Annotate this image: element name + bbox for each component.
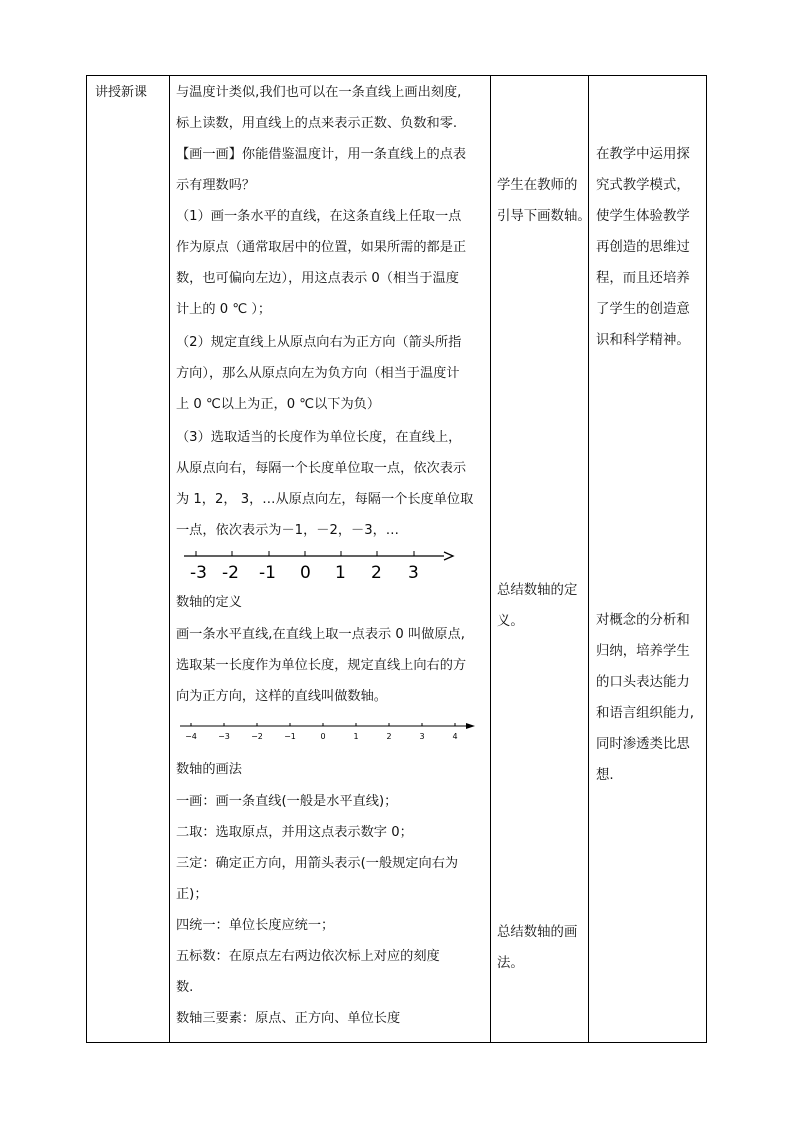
axis-label: 1 xyxy=(335,563,346,583)
lesson-table xyxy=(86,75,707,1043)
method-line: 数. xyxy=(176,980,194,995)
axis-label: 4 xyxy=(452,732,458,741)
axis-label: −1 xyxy=(284,732,296,741)
number-line-diagram xyxy=(178,546,458,584)
axis-arrow-icon xyxy=(444,552,453,560)
content-line: （3）选取适当的长度作为单位长度，在直线上， xyxy=(176,430,462,445)
axis-label: -2 xyxy=(222,563,239,583)
student-activity-line: 总结数轴的定 xyxy=(497,583,578,598)
teaching-content-cell xyxy=(170,76,490,1042)
content-line: 从原点向右，每隔一个长度单位取一点，依次表示 xyxy=(176,461,467,476)
design-intent-cell xyxy=(589,76,707,1042)
content-line: 一点，依次表示为－1，－2，－3，… xyxy=(176,523,399,538)
axis-label: 0 xyxy=(300,563,311,583)
method-line: 一画：画一条直线(一般是水平直线)； xyxy=(176,794,398,809)
design-intent-line: 了学生的创造意 xyxy=(596,302,690,317)
student-activity-line: 学生在教师的 xyxy=(497,178,578,193)
axis-label: −3 xyxy=(218,732,230,741)
design-intent-line: 和语言组织能力, xyxy=(596,706,694,721)
axis-label: -3 xyxy=(190,563,207,583)
content-line: （1）画一条水平的直线，在这条直线上任取一点 xyxy=(176,209,462,224)
axis-label: 3 xyxy=(408,563,419,583)
axis-label: 0 xyxy=(320,732,326,741)
design-intent-line: 识和科学精神。 xyxy=(596,333,690,348)
design-intent-line: 究式教学模式， xyxy=(596,178,690,193)
method-line: 数轴三要素：原点、正方向、单位长度 xyxy=(176,1011,401,1026)
design-intent-line: 再创造的思维过 xyxy=(596,240,690,255)
axis-arrow-icon xyxy=(466,723,475,729)
design-intent-line: 同时渗透类比思 xyxy=(596,737,690,752)
method-title: 数轴的画法 xyxy=(176,762,242,777)
method-line: 五标数：在原点左右两边依次标上对应的刻度 xyxy=(176,949,440,964)
axis-label: 2 xyxy=(371,563,382,583)
axis-label: −4 xyxy=(185,732,197,741)
axis-label: 2 xyxy=(386,732,392,741)
axis-label: 1 xyxy=(353,732,359,741)
design-intent-line: 的口头表达能力 xyxy=(596,675,690,690)
method-line: 二取：选取原点，并用这点表示数字 0； xyxy=(176,825,413,840)
content-line: 计上的 0 ℃ ）； xyxy=(176,302,272,317)
student-activity-line: 义。 xyxy=(497,614,524,629)
axis-label: 3 xyxy=(419,732,425,741)
axis-label: −2 xyxy=(251,732,263,741)
method-line: 正)； xyxy=(176,887,208,902)
design-intent-line: 对概念的分析和 xyxy=(596,613,690,628)
student-activity-cell xyxy=(491,76,591,1042)
student-activity-line: 总结数轴的画 xyxy=(497,925,578,940)
design-intent-line: 归纳，培养学生 xyxy=(596,644,690,659)
content-line: 为 1，2， 3，…从原点向左，每隔一个长度单位取 xyxy=(176,492,474,507)
content-line: 作为原点（通常取居中的位置，如果所需的都是正 xyxy=(176,240,467,255)
student-activity-line: 引导下画数轴。 xyxy=(497,209,591,224)
row-label: 讲授新课 xyxy=(95,85,148,100)
stage-cell xyxy=(87,76,169,1042)
definition-line: 向为正方向，这样的直线叫做数轴。 xyxy=(176,689,387,704)
content-line: 【画一画】你能借鉴温度计，用一条直线上的点表 xyxy=(176,147,467,162)
definition-line: 画一条水平直线,在直线上取一点表示 0 叫做原点, xyxy=(176,627,465,642)
design-intent-line: 在教学中运用探 xyxy=(596,147,690,162)
axis-label: -1 xyxy=(259,563,276,583)
design-intent-line: 程，而且还培养 xyxy=(596,271,690,286)
content-line: 数，也可偏向左边），用这点表示 0（相当于温度 xyxy=(176,271,459,286)
content-line: 示有理数吗？ xyxy=(176,178,256,193)
student-activity-line: 法。 xyxy=(497,956,524,971)
method-line: 三定：确定正方向，用箭头表示(一般规定向右为 xyxy=(176,856,459,871)
number-line-diagram xyxy=(180,719,480,743)
design-intent-line: 想. xyxy=(596,768,614,783)
content-line: 方向），那么从原点向左为负方向（相当于温度计 xyxy=(176,366,460,381)
design-intent-line: 使学生体验教学 xyxy=(596,209,690,224)
content-line: 与温度计类似,我们也可以在一条直线上画出刻度, xyxy=(176,85,462,100)
definition-line: 选取某一长度作为单位长度，规定直线上向右的方 xyxy=(176,658,467,673)
content-line: （2）规定直线上从原点向右为正方向（箭头所指 xyxy=(176,335,462,350)
definition-title: 数轴的定义 xyxy=(176,595,242,610)
content-line: 标上读数，用直线上的点来表示正数、负数和零. xyxy=(176,116,458,131)
content-line: 上 0 ℃以上为正，0 ℃以下为负） xyxy=(176,397,381,412)
method-line: 四统一：单位长度应统一； xyxy=(176,918,335,933)
